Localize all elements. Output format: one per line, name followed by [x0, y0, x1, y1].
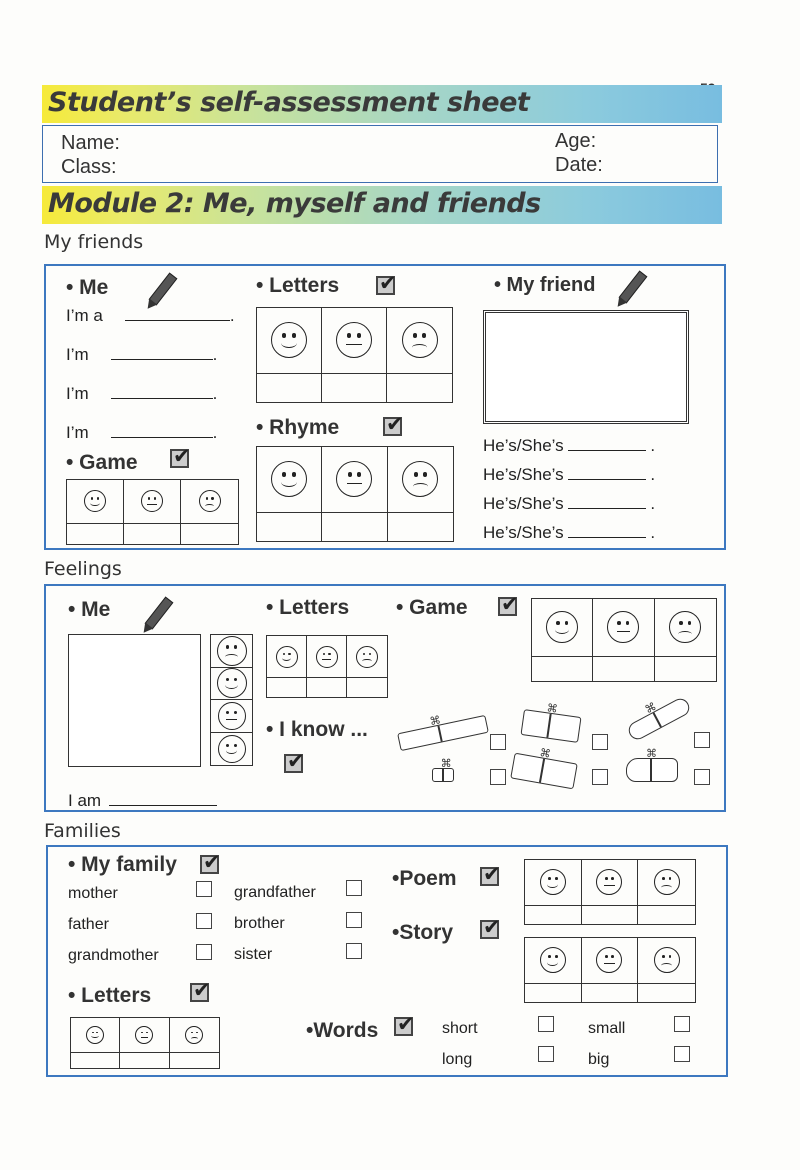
neutral-face-icon — [596, 869, 622, 895]
poem-heading: •Poem — [392, 867, 457, 890]
pencil-icon — [149, 273, 178, 306]
my-friend-heading: • My friend — [494, 274, 596, 296]
neutral-face-icon — [607, 611, 639, 643]
face-cell — [181, 480, 238, 524]
happy-face-icon — [546, 611, 578, 643]
neutral-face-icon — [596, 947, 622, 973]
eating-face-icon — [218, 702, 246, 730]
family-mother: mother — [68, 885, 118, 902]
sister-checkbox[interactable] — [346, 943, 362, 959]
section-feelings: Feelings — [44, 558, 122, 580]
face-cell — [170, 1018, 219, 1053]
rating-cell-neutral[interactable] — [120, 1053, 169, 1069]
big-gift-icon — [510, 753, 578, 790]
friend-line-2: He’s/She’s . — [483, 465, 656, 484]
friend-line-3: He’s/She’s . — [483, 494, 656, 513]
story-check-icon — [480, 920, 499, 939]
small-checkbox[interactable] — [674, 1016, 690, 1032]
rating-cell-sad[interactable] — [655, 657, 716, 682]
letters-heading: • Letters — [256, 274, 340, 297]
face-cell — [525, 938, 582, 984]
gift-6-checkbox[interactable] — [694, 769, 710, 785]
rhyme-heading: • Rhyme — [256, 416, 340, 439]
face-cell — [322, 308, 387, 374]
page-title: Student’s self-assessment sheet — [48, 87, 530, 118]
my-friends-frame — [44, 264, 726, 550]
face-cell — [124, 480, 181, 524]
face-cell — [532, 599, 593, 657]
letters-check-icon — [190, 983, 209, 1002]
sad-face-icon — [402, 322, 438, 358]
family-sister: sister — [234, 946, 273, 963]
poem-rating-grid — [524, 859, 696, 925]
gift-2-checkbox[interactable] — [592, 734, 608, 750]
sad-face-icon — [402, 461, 438, 497]
face-cell — [267, 636, 307, 678]
gift-3-checkbox[interactable] — [694, 732, 710, 748]
spotted-gift-icon — [626, 696, 693, 743]
happy-face-icon — [271, 322, 307, 358]
father-checkbox[interactable] — [196, 913, 212, 929]
feelings-frame — [44, 584, 726, 812]
happy-face-icon — [84, 490, 106, 512]
rating-cell-happy[interactable] — [257, 513, 322, 542]
friend-line-4: He’s/She’s . — [483, 523, 656, 542]
my-family-check-icon — [200, 855, 219, 874]
rating-cell-happy[interactable] — [257, 374, 322, 403]
tongue-face-icon — [218, 735, 246, 763]
face-cell — [387, 308, 452, 374]
face-cell — [120, 1018, 169, 1053]
i-know-check-icon — [284, 754, 303, 773]
rating-cell-sad[interactable] — [388, 513, 453, 542]
happy-face-icon — [217, 668, 247, 698]
rating-cell-neutral[interactable] — [582, 984, 639, 1003]
face-cell — [655, 599, 716, 657]
rhyme-check-icon — [383, 417, 402, 436]
feelings-drawing-box[interactable] — [68, 634, 201, 767]
small-gift-icon — [432, 768, 454, 782]
gift-1-checkbox[interactable] — [490, 734, 506, 750]
friend-line-1: He’s/She’s . — [483, 436, 656, 455]
neutral-face-icon — [336, 322, 372, 358]
face-cell — [307, 636, 347, 678]
happy-face-icon — [86, 1026, 104, 1044]
class-field[interactable]: Class: — [61, 156, 117, 178]
happy-face-icon — [540, 869, 566, 895]
rating-cell-sad[interactable] — [170, 1053, 219, 1069]
rhyme-rating-grid — [256, 446, 454, 542]
long-checkbox[interactable] — [538, 1046, 554, 1062]
face-cell — [525, 860, 582, 906]
word-small: small — [588, 1020, 626, 1037]
i-am-line: I am — [68, 791, 217, 811]
word-short: short — [442, 1020, 478, 1037]
feelings-faces-column — [210, 634, 253, 766]
face-cell — [257, 308, 322, 374]
rating-cell-happy[interactable] — [71, 1053, 120, 1069]
feelings-letters-heading: • Letters — [266, 596, 350, 619]
words-heading: •Words — [306, 1019, 379, 1042]
rating-cell-neutral[interactable] — [307, 678, 347, 697]
student-info-box — [42, 125, 718, 183]
rating-cell-sad[interactable] — [181, 524, 238, 545]
face-cell — [67, 480, 124, 524]
brother-checkbox[interactable] — [346, 912, 362, 928]
pencil-icon — [145, 597, 174, 630]
face-cell — [347, 636, 387, 678]
words-check-icon — [394, 1017, 413, 1036]
sad-face-icon — [199, 490, 221, 512]
me-line-1: I’m a . — [66, 306, 235, 325]
feelings-me-heading: • Me — [68, 598, 111, 621]
face-cell — [71, 1018, 120, 1053]
gift-5-checkbox[interactable] — [592, 769, 608, 785]
happy-face-icon — [271, 461, 307, 497]
name-field[interactable]: Name: — [61, 132, 120, 154]
me-line-3: I’m . — [66, 384, 218, 403]
age-field[interactable]: Age: — [555, 130, 597, 152]
sad-face-icon — [217, 636, 247, 666]
rating-cell-happy[interactable] — [67, 524, 124, 545]
neutral-face-icon — [316, 646, 338, 668]
rating-cell-neutral[interactable] — [582, 906, 639, 925]
face-cell — [388, 447, 453, 513]
rating-cell-neutral[interactable] — [124, 524, 181, 545]
module-title: Module 2: Me, myself and friends — [48, 188, 541, 219]
long-gift-icon — [397, 715, 489, 751]
letters-rating-grid — [256, 307, 453, 403]
poem-check-icon — [480, 867, 499, 886]
rating-cell-happy[interactable] — [532, 657, 593, 682]
i-know-heading: • I know ... — [266, 718, 368, 741]
grandmother-checkbox[interactable] — [196, 944, 212, 960]
rating-cell-happy[interactable] — [267, 678, 307, 697]
gift-4-checkbox[interactable] — [490, 769, 506, 785]
feelings-letters-grid — [266, 635, 388, 698]
date-field[interactable]: Date: — [555, 154, 603, 176]
bone-gift-icon — [626, 758, 678, 782]
mother-checkbox[interactable] — [196, 881, 212, 897]
feelings-game-heading: • Game — [396, 596, 468, 619]
rating-cell-sad[interactable] — [638, 906, 695, 925]
short-checkbox[interactable] — [538, 1016, 554, 1032]
rating-cell-sad[interactable] — [347, 678, 387, 697]
neutral-face-icon — [336, 461, 372, 497]
game-check-icon — [498, 597, 517, 616]
letters-check-icon — [376, 276, 395, 295]
face-cell — [257, 447, 322, 513]
pencil-icon — [619, 271, 648, 304]
me-line-2: I’m . — [66, 345, 218, 364]
story-rating-grid — [524, 937, 696, 1003]
face-cell — [582, 938, 639, 984]
rating-cell-sad[interactable] — [638, 984, 695, 1003]
section-families: Families — [44, 820, 121, 842]
section-my-friends: My friends — [44, 231, 144, 253]
my-family-heading: • My family — [68, 853, 177, 876]
sad-face-icon — [185, 1026, 203, 1044]
family-brother: brother — [234, 915, 285, 932]
sad-face-icon — [669, 611, 701, 643]
families-frame — [46, 845, 728, 1077]
me-line-4: I’m . — [66, 423, 218, 442]
family-grandfather: grandfather — [234, 884, 316, 901]
face-cell — [322, 447, 387, 513]
story-heading: •Story — [392, 921, 454, 944]
word-big: big — [588, 1051, 610, 1068]
rating-cell-happy[interactable] — [525, 984, 582, 1003]
game-check-icon — [170, 449, 189, 468]
happy-face-icon — [540, 947, 566, 973]
rating-cell-neutral[interactable] — [593, 657, 654, 682]
big-checkbox[interactable] — [674, 1046, 690, 1062]
sad-face-icon — [356, 646, 378, 668]
face-cell — [593, 599, 654, 657]
families-letters-heading: • Letters — [68, 984, 152, 1007]
feelings-game-grid — [531, 598, 717, 682]
title-banner — [42, 85, 722, 123]
grandfather-checkbox[interactable] — [346, 880, 362, 896]
me-heading: • Me — [66, 276, 109, 299]
word-long: long — [442, 1051, 473, 1068]
families-letters-grid — [70, 1017, 220, 1069]
neutral-face-icon — [141, 490, 163, 512]
family-grandmother: grandmother — [68, 947, 159, 964]
rating-cell-neutral[interactable] — [322, 513, 387, 542]
rating-cell-happy[interactable] — [525, 906, 582, 925]
neutral-face-icon — [135, 1026, 153, 1044]
face-cell — [638, 860, 695, 906]
face-cell — [638, 938, 695, 984]
game-heading: • Game — [66, 451, 138, 474]
game-rating-grid — [66, 479, 239, 545]
rating-cell-neutral[interactable] — [322, 374, 387, 403]
flat-gift-icon — [520, 709, 581, 743]
face-cell — [582, 860, 639, 906]
rating-cell-sad[interactable] — [387, 374, 452, 403]
module-banner — [42, 186, 722, 224]
happy-face-icon — [276, 646, 298, 668]
family-father: father — [68, 916, 109, 933]
friend-drawing-box[interactable] — [483, 310, 689, 424]
sad-face-icon — [654, 947, 680, 973]
sad-face-icon — [654, 869, 680, 895]
